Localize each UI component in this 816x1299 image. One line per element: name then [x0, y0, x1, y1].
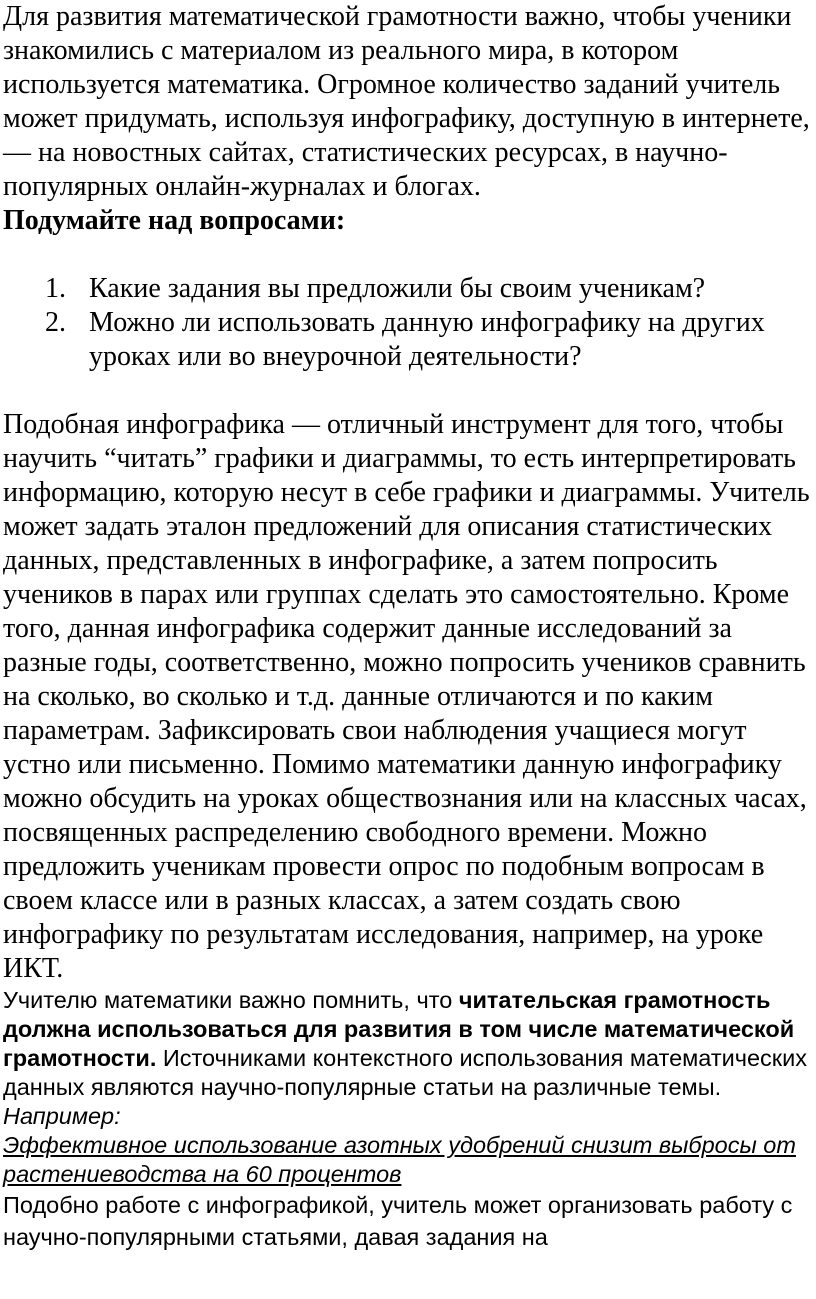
list-item — [3, 272, 813, 306]
teacher-note — [3, 986, 813, 1102]
example-article — [3, 1131, 813, 1189]
document-page — [3, 0, 813, 1253]
list-item-number: 1. — [45, 273, 66, 304]
questions-heading: Подумайте над вопросами: — [3, 205, 346, 236]
list-item — [3, 306, 813, 374]
teacher-note-emphasis: читательская грамотность должна использоваться для развития в том числе математической грамотности. — [3, 987, 795, 1071]
main-paragraph: Подобная инфографика — отличный инструмент для того, чтобы научить “читать” графики и диаграммы, то есть интерпретировать информацию, которую несут в себе графики и диаграммы. Учитель может задать эталон предложений для описания статистических данных, представленных в инфографике, а затем попросить учеников в парах или группах сделать это самостоятельно. Кроме того, данная инфографика содержит данные исследований за разные годы, соответственно, можно попросить учеников сравнить на сколько, во сколько и т.д. данные отличаются и по каким параметрам. Зафиксировать свои наблюдения учащиеся могут устно или письменно. Помимо математики данную инфографику можно обсудить на уроках обществознания или на классных часах, посвященных распределению свободного времени. Можно предложить ученикам провести опрос по подобным вопросам в своем классе или в разных классах, а затем создать свою инфографику по результатам исследования, например, на уроке ИКТ. — [3, 409, 810, 984]
list-item-number: 2. — [45, 307, 66, 338]
list-item-text: Какие задания вы предложили бы своим ученикам? — [89, 273, 706, 304]
list-item-text: Можно ли использовать данную инфографику на других уроках или во внеурочной деятельности? — [89, 307, 765, 372]
questions-list — [3, 272, 813, 374]
teacher-note-lead: Учителю математики важно помнить, что — [3, 987, 459, 1013]
example-label: Например: — [3, 1103, 121, 1129]
closing-paragraph: Подобно работе с инфографикой, учитель может организовать работу с научно-популярными статьями, давая задания на — [3, 1192, 793, 1250]
article-link[interactable]: Эффективное использование азотных удобрений снизит выбросы от растениеводства на 60 процентов — [3, 1132, 796, 1187]
teacher-note-rest: Источниками контекстного использования математических данных являются научно-популярные статьи на различные темы. — [3, 1045, 807, 1100]
intro-paragraph: Для развития математической грамотности важно, чтобы ученики знакомились с материалом из реального мира, в котором используется математика. Огромное количество заданий учитель может придумать, используя инфографику, доступную в интернете, — на новостных сайтах, статистических ресурсах, в научно-популярных онлайн-журналах и блогах. — [3, 1, 810, 202]
